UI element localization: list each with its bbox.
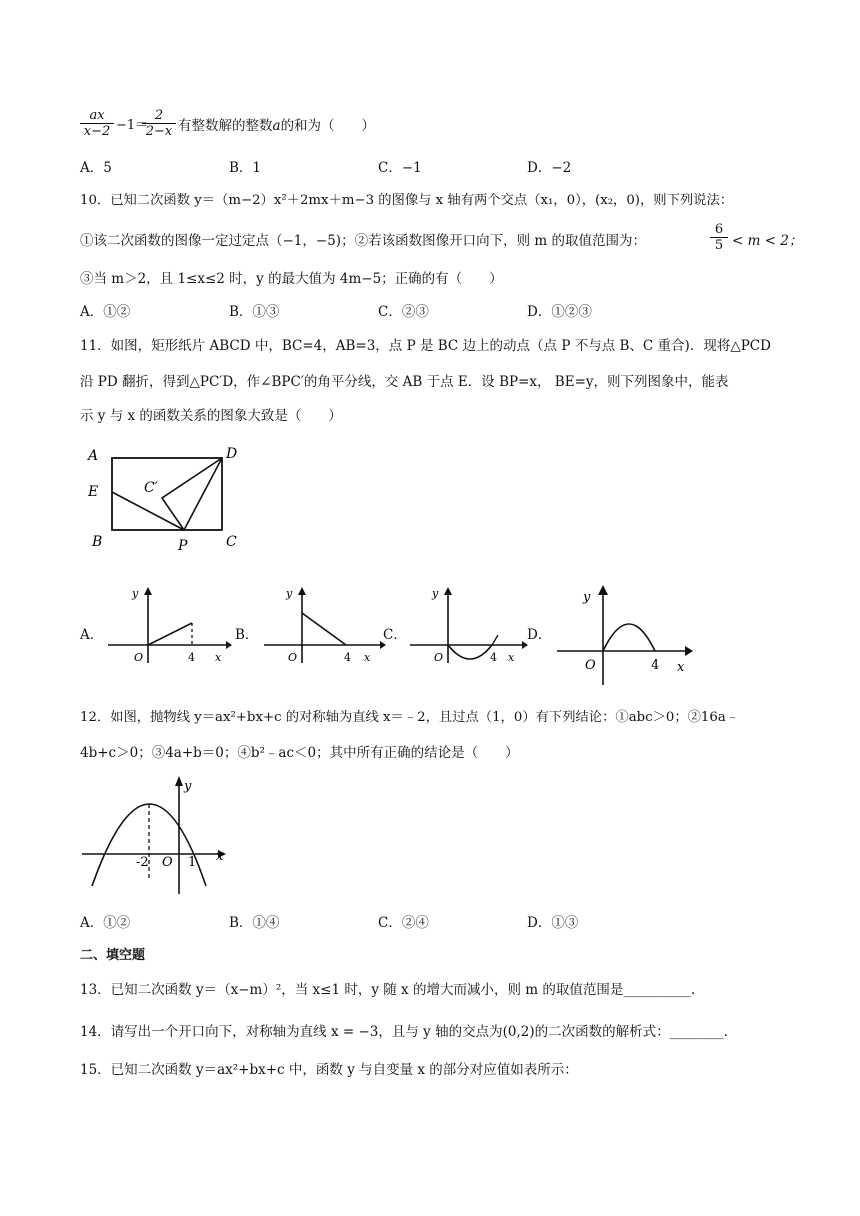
q12-option-b: B．①④ xyxy=(229,915,280,931)
q10-option-c: C．②③ xyxy=(378,304,429,320)
graph-a-y-label: y xyxy=(132,587,139,600)
q9-frac1-denominator: x−2 xyxy=(83,124,111,139)
q11-graph-d xyxy=(555,583,695,687)
graph-b-tick-4: 4 xyxy=(344,651,351,664)
q9-tail-text-2: 的和为（ ） xyxy=(280,118,376,134)
q12-tick-neg2: -2 xyxy=(136,855,149,870)
q10-frac-numerator: 6 xyxy=(710,222,728,238)
q9-frac2-denominator: 2−x xyxy=(145,124,173,139)
graph-a-origin: O xyxy=(134,651,144,664)
graph-b-y-label: y xyxy=(286,587,293,600)
graph-b-segment xyxy=(302,613,346,645)
q10-option-a: A．①② xyxy=(80,304,131,320)
graph-d-tick-4: 4 xyxy=(651,658,660,673)
graph-c-y-label: y xyxy=(432,587,439,600)
q12-x-label: x xyxy=(216,849,224,864)
q9-var-a: a xyxy=(272,118,281,134)
graph-a-tick-4: 4 xyxy=(188,651,195,664)
q11-option-b-letter: B． xyxy=(235,627,259,643)
q10-frac-denominator: 5 xyxy=(714,238,724,253)
q11-line-2: 沿 PD 翻折，得到△PC′D，作∠BPC′的角平分线，交 AB 于点 E．设 BP=x， BE=y，则下列图象中，能表 xyxy=(80,374,729,390)
q9-frac1-numerator: ax xyxy=(80,108,114,124)
q10-line-2-tail: < m < 2； xyxy=(732,233,803,249)
q14-text: 14．请写出一个开口向下，对称轴为直线 x = −3，且与 y 轴的交点为(0,2)的二次函数的解析式：________. xyxy=(80,1024,728,1040)
q12-option-c: C．②④ xyxy=(378,915,429,931)
q9-option-c: C．−1 xyxy=(378,160,422,176)
q9-option-a: A．5 xyxy=(80,160,112,176)
q10-line-1: 10．已知二次函数 y＝（m−2）x²＋2mx＋m−3 的图像与 x 轴有两个交点（x₁，0），(x₂，0)，则下列说法： xyxy=(80,193,734,208)
graph-a-segment xyxy=(148,623,192,645)
label-c: C xyxy=(226,534,237,550)
q11-option-c-letter: C． xyxy=(383,627,407,643)
q10-option-d: D．①②③ xyxy=(527,304,592,320)
q12-option-a: A．①② xyxy=(80,915,131,931)
label-p: P xyxy=(178,538,188,554)
label-e: E xyxy=(88,484,99,500)
q12-line-2: 4b+c＞0；③4a+b＝0；④b²﹣ac＜0；其中所有正确的结论是（ ） xyxy=(80,745,519,761)
q12-line-1: 12．如图，抛物线 y＝ax²+bx+c 的对称轴为直线 x＝﹣2，且过点（1，0）有下列结论：①abc＞0；②16a﹣ xyxy=(80,710,740,725)
q9-option-d: D．−2 xyxy=(527,160,572,176)
q12-origin: O xyxy=(162,855,173,870)
graph-d-x-label: x xyxy=(677,660,685,675)
graph-d-curve xyxy=(603,624,655,651)
q11-line-3: 示 y 与 x 的函数关系的图象大致是（ ） xyxy=(80,408,342,424)
q9-frac2-numerator: 2 xyxy=(142,108,176,124)
q12-tick-1: 1 xyxy=(188,855,197,870)
q12-y-label: y xyxy=(184,779,192,794)
q10-option-b: B．①③ xyxy=(229,304,280,320)
q9-tail-text: 有整数解的整数 xyxy=(178,118,273,134)
label-a: A xyxy=(88,448,99,464)
graph-c-origin: O xyxy=(434,651,444,664)
label-d: D xyxy=(226,446,238,462)
q11-option-d-letter: D． xyxy=(527,627,552,643)
label-c-prime: C′ xyxy=(144,480,158,496)
label-b: B xyxy=(92,534,103,550)
q11-graph-c xyxy=(408,585,530,665)
q9-minus-one: −1＝ xyxy=(116,118,149,133)
q11-graph-b xyxy=(262,585,387,665)
q11-option-a-letter: A． xyxy=(80,627,104,643)
graph-b-origin: O xyxy=(288,651,298,664)
q12-parabola-figure xyxy=(80,772,240,896)
q10-line-2: ①该二次函数的图像一定过定点（−1，−5)；②若该函数图像开口向下，则 m 的取值范围为： xyxy=(80,233,646,249)
q9-fraction-left xyxy=(80,108,114,139)
q11-graph-a xyxy=(100,585,232,665)
graph-c-x-label: x xyxy=(508,651,515,664)
q9-stem-tail xyxy=(178,117,375,135)
q9-fraction-right xyxy=(142,108,176,139)
q12-option-d: D．①③ xyxy=(527,915,579,931)
graph-b-x-label: x xyxy=(364,651,371,664)
parabola-curve xyxy=(92,804,206,886)
q10-fraction xyxy=(710,222,728,253)
graph-c-tick-4: 4 xyxy=(490,651,497,664)
graph-c-curve xyxy=(448,645,492,659)
q13-text: 13．已知二次函数 y＝（x−m）²，当 x≤1 时，y 随 x 的增大而减小，则 m 的取值范围是__________. xyxy=(80,982,696,998)
graph-d-origin: O xyxy=(585,658,596,673)
q11-rectangle-figure xyxy=(80,440,260,560)
graph-d-y-label: y xyxy=(583,590,591,605)
q11-line-1: 11．如图，矩形纸片 ABCD 中，BC=4，AB=3，点 P 是 BC 边上的动点（点 P 不与点 B、C 重合)．现将△PCD xyxy=(80,338,771,354)
graph-a-x-label: x xyxy=(215,651,222,664)
q10-line-3: ③当 m＞2，且 1≤x≤2 时，y 的最大值为 4m−5；正确的有（ ） xyxy=(80,271,503,287)
q9-option-b: B．1 xyxy=(229,160,262,176)
folded-triangle xyxy=(162,458,222,530)
section-fill-in-heading: 二、填空题 xyxy=(80,948,146,963)
q15-text: 15．已知二次函数 y＝ax²+bx+c 中，函数 y 与自变量 x 的部分对应值如表所示： xyxy=(80,1062,578,1078)
